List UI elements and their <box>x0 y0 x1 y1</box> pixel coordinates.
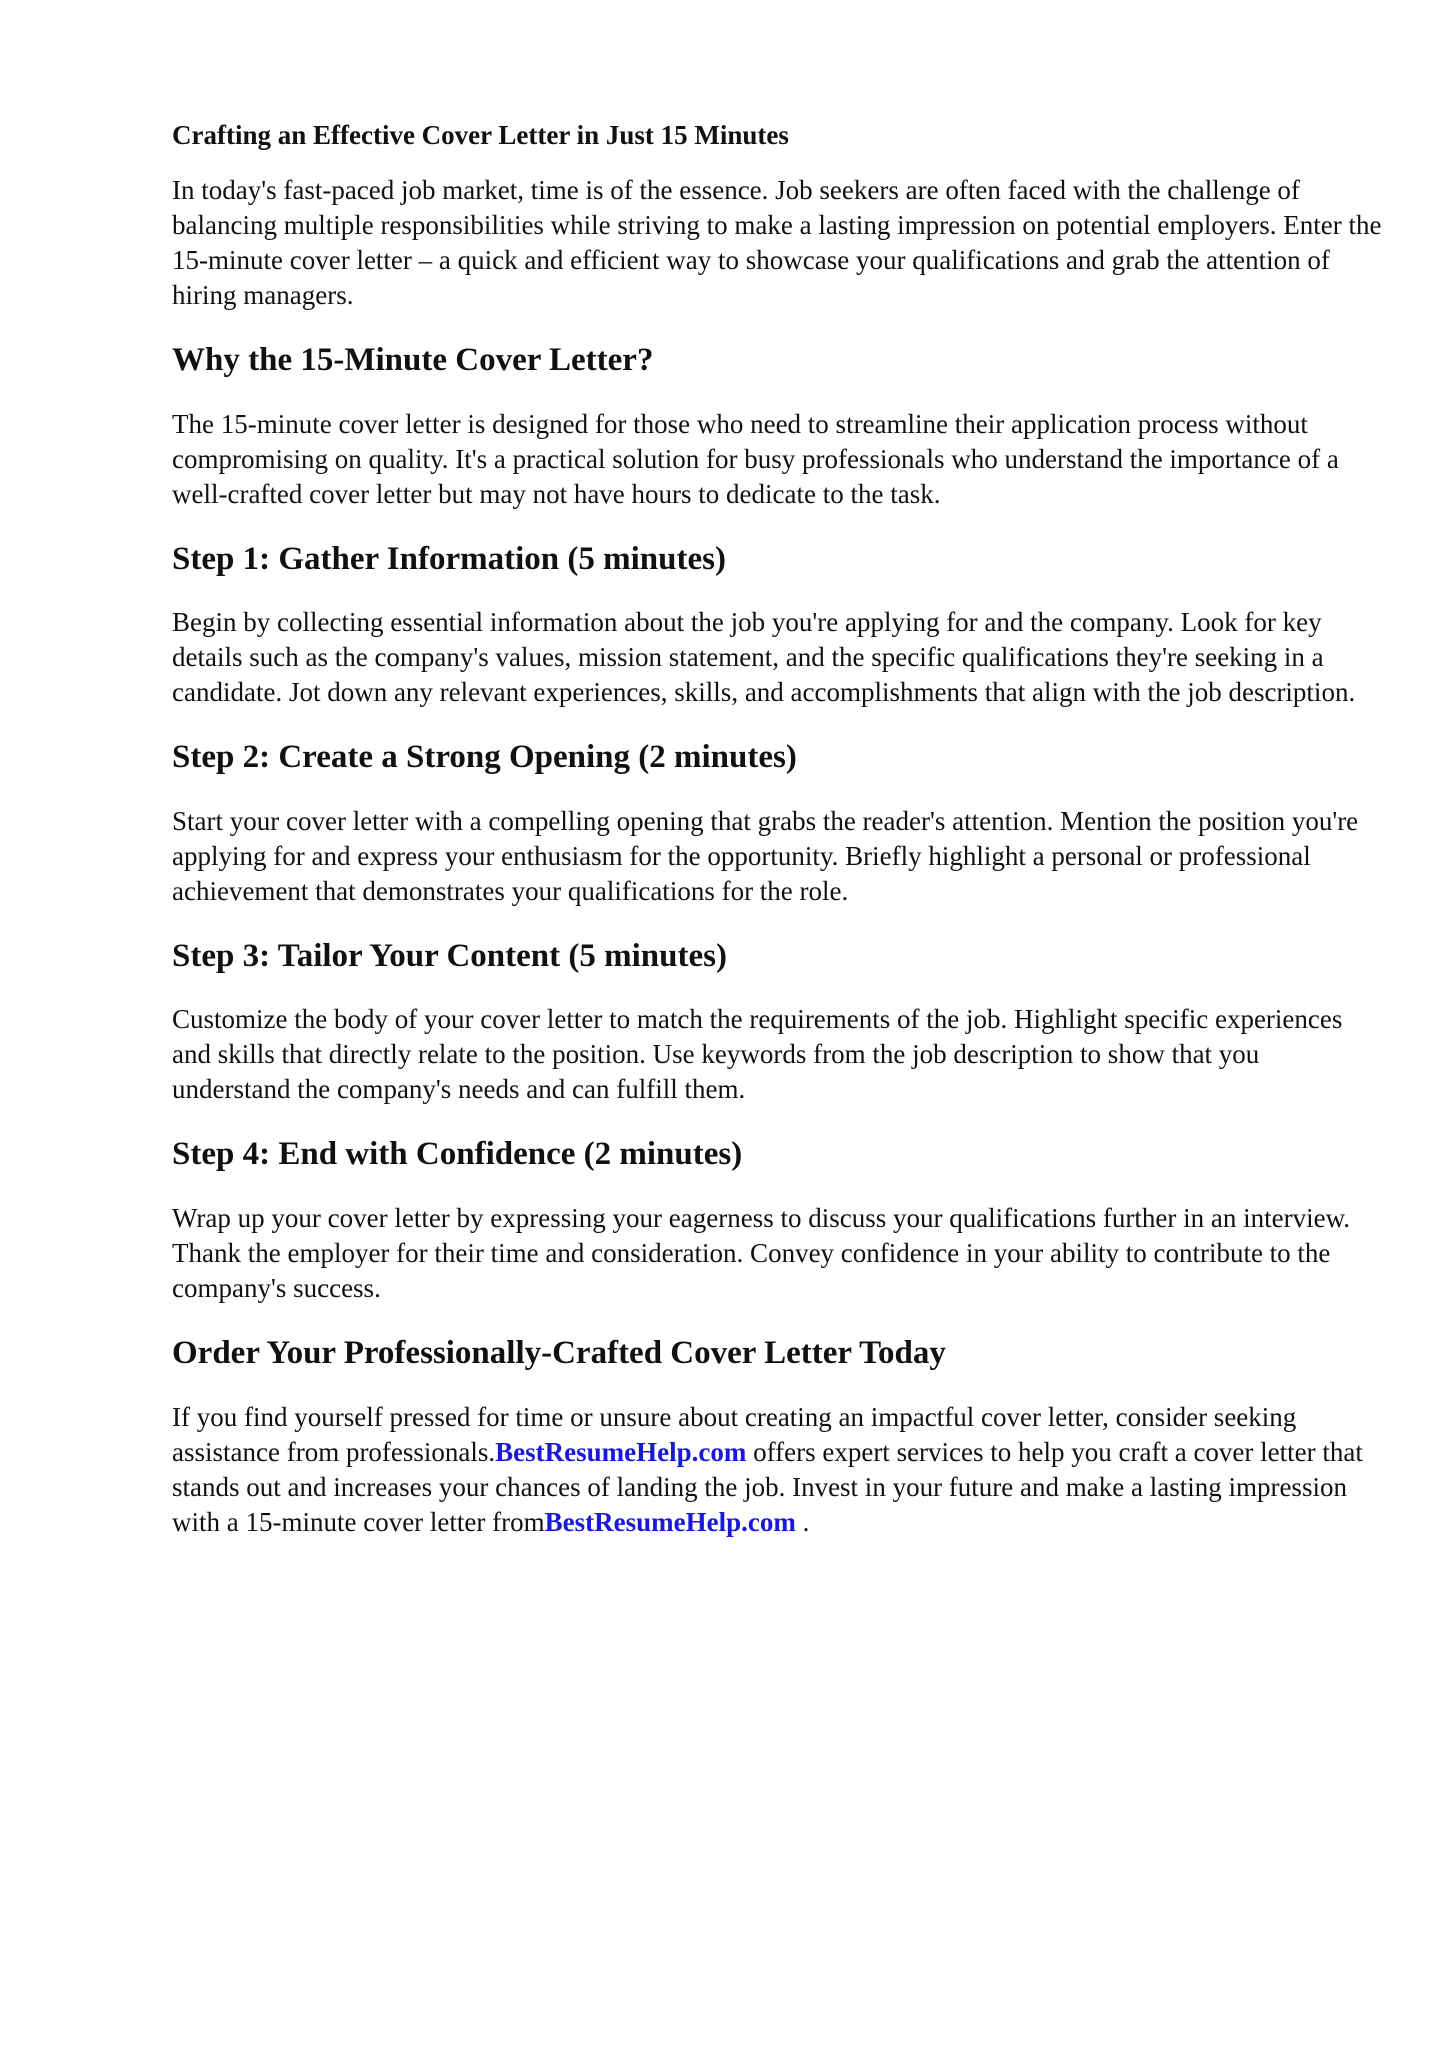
section-body-step-1: Begin by collecting essential information about the job you're applying for and the company. Look for key details such as the company's values, mission statement, and the specific qualifications they're seeking in a candidate. Jot down any relevant experiences, skills, and accomplishments that align with the job description. <box>172 607 1356 708</box>
document-title: Crafting an Effective Cover Letter in Just 15 Minutes <box>172 120 789 150</box>
section-body-step-2: Start your cover letter with a compelling opening that grabs the reader's attention. Mention the position you're applying for and express your enthusiasm for the opportunity. Briefly highlight a personal or professional achievement that demonstrates your qualifications for the role. <box>172 805 1359 906</box>
order-text-part-3: . <box>795 1506 810 1537</box>
section-body-step-4: Wrap up your cover letter by expressing your eagerness to discuss your qualifications further in an interview. Thank the employer for their time and consideration. Convey confidence in your ability to contribute to the company's success. <box>172 1203 1351 1304</box>
order-text-part-1: If you find yourself pressed for time or unsure about creating an impactful cover letter, consider seeking assistance from professionals. <box>172 1401 1297 1467</box>
section-heading-step-4: Step 4: End with Confidence (2 minutes) <box>172 1136 743 1173</box>
best-resume-help-link-1[interactable]: BestResumeHelp.com <box>495 1436 747 1467</box>
best-resume-help-link-2[interactable]: BestResumeHelp.com <box>544 1506 796 1537</box>
section-body-order <box>172 1400 1382 1540</box>
section-heading-step-1: Step 1: Gather Information (5 minutes) <box>172 540 726 577</box>
section-body-why: The 15-minute cover letter is designed for those who need to streamline their application process without compromising on quality. It's a practical solution for busy professionals who understand the importance of a well-crafted cover letter but may not have hours to dedicate to the task. <box>172 408 1339 509</box>
section-heading-step-3: Step 3: Tailor Your Content (5 minutes) <box>172 937 727 974</box>
order-text-part-2: offers expert services to help you craft a cover letter that stands out and increases your chances of landing the job. Invest in your future and make a lasting impression with a 15-minute cover letter from <box>172 1436 1363 1537</box>
document-page <box>172 118 1382 1568</box>
section-body-step-3: Customize the body of your cover letter to match the requirements of the job. Highlight specific experiences and skills that directly relate to the position. Use keywords from the job description to show that you understand the company's needs and can fulfill them. <box>172 1004 1343 1105</box>
section-heading-why: Why the 15-Minute Cover Letter? <box>172 342 654 379</box>
intro-paragraph: In today's fast-paced job market, time is of the essence. Job seekers are often faced with the challenge of balancing multiple responsibilities while striving to make a lasting impression on potential employers. Enter the 15-minute cover letter – a quick and efficient way to showcase your qualifications and grab the attention of hiring managers. <box>172 175 1382 311</box>
section-heading-step-2: Step 2: Create a Strong Opening (2 minutes) <box>172 739 797 776</box>
section-heading-order: Order Your Professionally-Crafted Cover Letter Today <box>172 1335 946 1372</box>
